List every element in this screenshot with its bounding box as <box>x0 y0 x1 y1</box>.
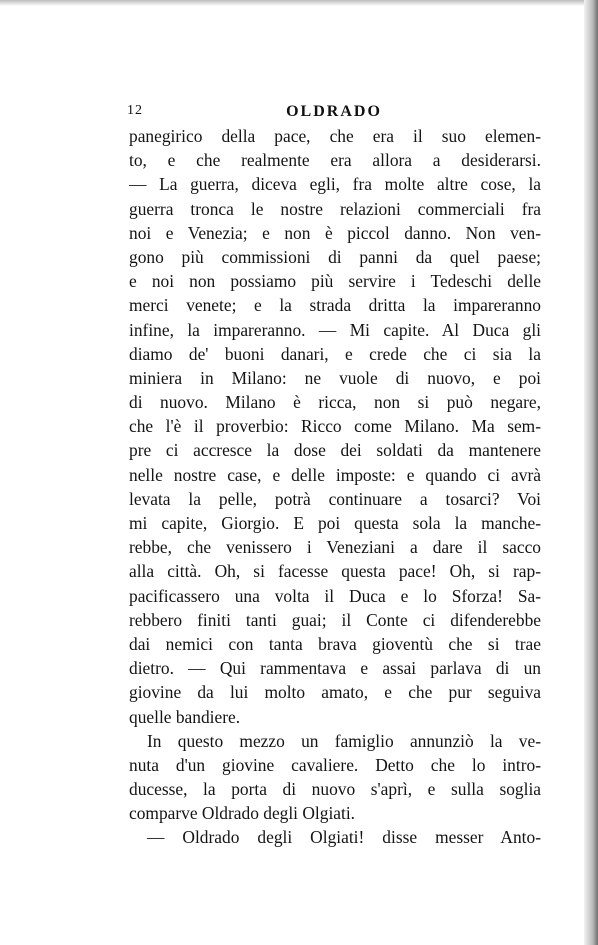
page-header <box>127 103 541 123</box>
text-line: comparve Oldrado degli Olgiati. <box>129 803 356 824</box>
text-line: In questo mezzo un famiglio annunziò la ve- <box>147 730 541 751</box>
text-line: guerra tronca le nostre relazioni commerciali fra <box>129 198 541 219</box>
text-line: — La guerra, diceva egli, fra molte altre cose, la <box>129 174 541 195</box>
text-line: miniera in Milano: ne vuole di nuovo, e poi <box>129 367 541 388</box>
text-line: diamo de' buoni danari, e crede che ci sia la <box>129 343 541 364</box>
text-line: levata la pelle, potrà continuare a tosarci? Voi <box>129 488 541 509</box>
text-line: rebbero finiti tanti guai; il Conte ci difenderebbe <box>129 609 541 630</box>
text-line: pre ci accresce la dose dei soldati da mantenere <box>129 440 541 461</box>
text-line: ducesse, la porta di nuovo s'aprì, e sulla soglia <box>129 779 541 800</box>
page-number: 12 <box>127 103 143 118</box>
text-line: rebbe, che venissero i Veneziani a dare il sacco <box>129 537 541 558</box>
text-line: panegirico della pace, che era il suo elemen- <box>129 126 541 146</box>
text-line: dietro. — Qui rammentava e assai parlava di un <box>129 658 541 679</box>
body-text <box>129 124 541 850</box>
text-line: to, e che realmente era allora a desiderarsi. <box>129 150 541 171</box>
text-line: noi e Venezia; e non è piccol danno. Non ven- <box>129 222 541 243</box>
page-edge-shadow <box>584 0 598 945</box>
text-line: nuta d'un giovine cavaliere. Detto che lo intro- <box>129 754 541 775</box>
text-line: merci venete; e la strada dritta la impareranno <box>129 295 541 316</box>
text-line: pacificassero una volta il Duca e lo Sforza! Sa- <box>129 585 541 606</box>
text-line: di nuovo. Milano è ricca, non si può negare, <box>129 392 541 413</box>
text-line: nelle nostre case, e delle imposte: e quando ci avrà <box>129 464 541 485</box>
text-line: giovine da lui molto amato, e che pur seguiva <box>129 682 541 703</box>
text-line: — Oldrado degli Olgiati! disse messer Anto- <box>147 827 541 848</box>
text-line: che l'è il proverbio: Ricco come Milano. Ma sem- <box>129 416 541 437</box>
text-line: quelle bandiere. <box>129 706 241 727</box>
text-line: mi capite, Giorgio. E poi questa sola la manche- <box>129 513 541 533</box>
page-top-edge <box>0 0 592 6</box>
text-line: alla città. Oh, si facesse questa pace! Oh, si rap- <box>129 561 541 582</box>
running-title: OLDRADO <box>286 103 382 120</box>
text-line: e noi non possiamo più servire i Tedeschi delle <box>129 271 541 292</box>
text-line: dai nemici con tanta brava gioventù che si trae <box>129 633 541 654</box>
text-line: gono più commissioni di panni da quel paese; <box>129 246 541 267</box>
text-line: infine, la impareranno. — Mi capite. Al Duca gli <box>129 319 541 340</box>
